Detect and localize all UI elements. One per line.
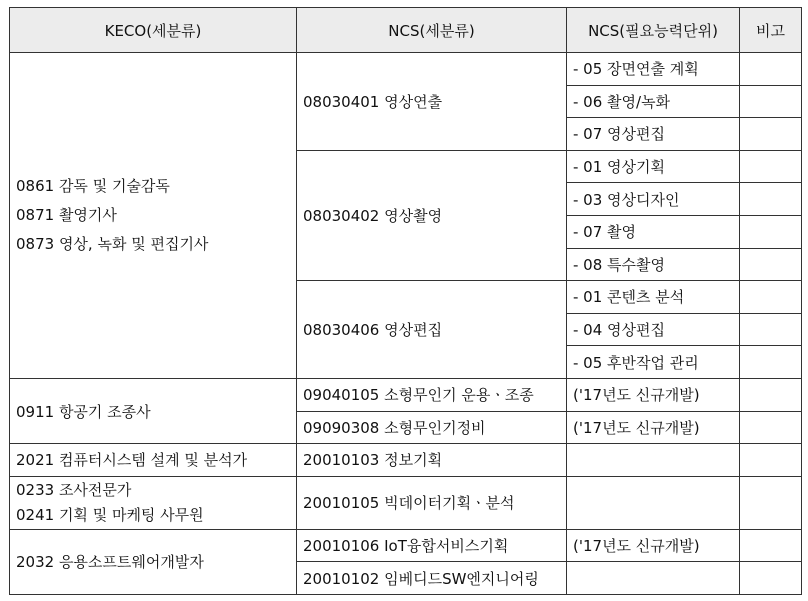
unit-cell: - 01 콘텐츠 분석	[567, 281, 740, 314]
unit-cell: - 04 영상편집	[567, 313, 740, 346]
table-row	[10, 444, 802, 477]
unit-cell: ('17년도 신규개발)	[567, 529, 740, 562]
unit-cell	[567, 476, 740, 529]
note-cell	[740, 248, 802, 281]
unit-cell	[567, 562, 740, 595]
header-row	[10, 8, 802, 53]
ncs-cell: 20010105 빅데이터기획ㆍ분석	[297, 476, 567, 529]
note-cell	[740, 346, 802, 379]
keco-cell	[10, 53, 297, 379]
note-cell	[740, 444, 802, 477]
keco-item: 0873 영상, 녹화 및 편집기사	[16, 234, 209, 253]
header-note: 비고	[740, 8, 802, 53]
unit-cell: - 05 장면연출 계획	[567, 53, 740, 86]
unit-cell: - 07 영상편집	[567, 118, 740, 151]
keco-item: 0861 감독 및 기술감독	[16, 176, 170, 195]
note-cell	[740, 118, 802, 151]
table-row	[10, 476, 802, 529]
note-cell	[740, 562, 802, 595]
header-ncs: NCS(세분류)	[297, 8, 567, 53]
ncs-cell: 20010103 정보기획	[297, 444, 567, 477]
ncs-cell: 08030406 영상편집	[297, 281, 567, 379]
keco-item: 0241 기획 및 마케팅 사무원	[16, 505, 204, 524]
unit-cell	[567, 444, 740, 477]
header-keco: KECO(세분류)	[10, 8, 297, 53]
header-ncs-unit: NCS(필요능력단위)	[567, 8, 740, 53]
note-cell	[740, 53, 802, 86]
note-cell	[740, 215, 802, 248]
note-cell	[740, 183, 802, 216]
ncs-cell: 08030401 영상연출	[297, 53, 567, 151]
keco-item: 0871 촬영기사	[16, 205, 117, 224]
ncs-cell: 20010102 임베디드SW엔지니어링	[297, 562, 567, 595]
keco-cell: 2021 컴퓨터시스템 설계 및 분석가	[10, 444, 297, 477]
ncs-cell: 20010106 IoT융합서비스기획	[297, 529, 567, 562]
ncs-cell: 09040105 소형무인기 운용ㆍ조종	[297, 378, 567, 411]
unit-cell: ('17년도 신규개발)	[567, 411, 740, 444]
note-cell	[740, 411, 802, 444]
note-cell	[740, 529, 802, 562]
table-container	[9, 7, 802, 595]
unit-cell: - 08 특수촬영	[567, 248, 740, 281]
unit-cell: - 01 영상기획	[567, 150, 740, 183]
keco-ncs-table	[9, 7, 802, 595]
unit-cell: - 05 후반작업 관리	[567, 346, 740, 379]
note-cell	[740, 281, 802, 314]
keco-cell	[10, 476, 297, 529]
note-cell	[740, 85, 802, 118]
table-row	[10, 53, 802, 86]
note-cell	[740, 476, 802, 529]
table-row	[10, 529, 802, 562]
table-row	[10, 378, 802, 411]
ncs-cell: 08030402 영상촬영	[297, 150, 567, 280]
unit-cell: - 06 촬영/녹화	[567, 85, 740, 118]
note-cell	[740, 150, 802, 183]
ncs-cell: 09090308 소형무인기정비	[297, 411, 567, 444]
keco-item: 0233 조사전문가	[16, 480, 132, 499]
note-cell	[740, 378, 802, 411]
keco-cell: 2032 응용소프트웨어개발자	[10, 529, 297, 594]
unit-cell: ('17년도 신규개발)	[567, 378, 740, 411]
note-cell	[740, 313, 802, 346]
keco-cell: 0911 항공기 조종사	[10, 378, 297, 443]
unit-cell: - 07 촬영	[567, 215, 740, 248]
unit-cell: - 03 영상디자인	[567, 183, 740, 216]
